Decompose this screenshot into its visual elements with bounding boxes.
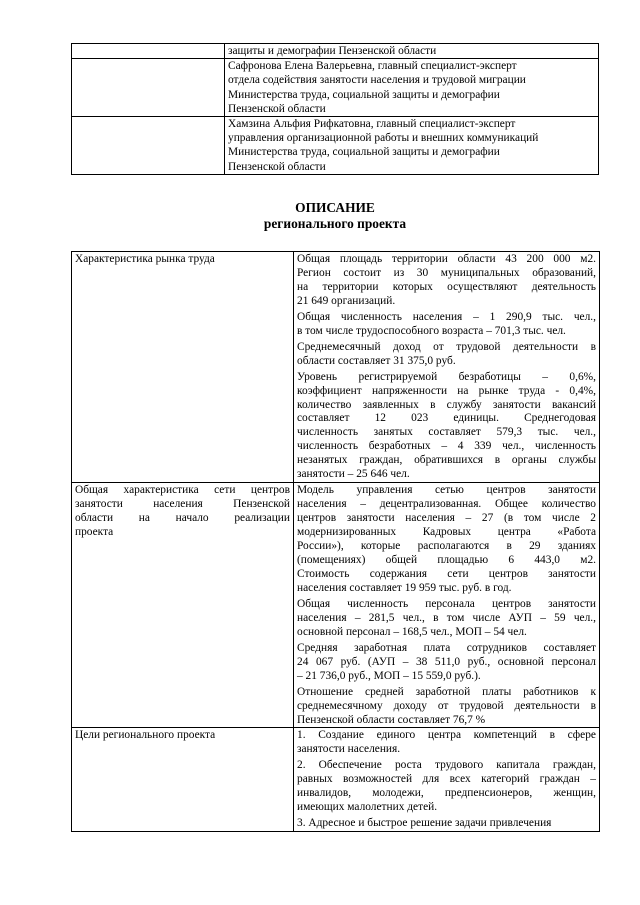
description-text-line: занятости – 25 646 чел. <box>297 468 410 481</box>
approver-row <box>72 59 599 117</box>
approver-text-line: отдела содействия занятости населения и трудовой миграции <box>228 74 526 87</box>
description-paragraph <box>297 311 596 339</box>
description-paragraph <box>297 686 596 728</box>
description-label-line: Цели регионального проекта <box>75 729 216 742</box>
description-text-line: основной персонал – 168,5 чел., МОП – 54 чел. <box>297 625 527 638</box>
description-text-line: 24 067 руб. (АУП – 38 511,0 руб., основной персонал <box>297 655 596 668</box>
approvers-table <box>71 43 599 175</box>
description-paragraph <box>297 642 596 684</box>
approver-row <box>72 117 599 175</box>
description-text-line: – 21 736,0 руб., МОП – 15 559,0 руб.). <box>297 669 481 682</box>
description-text-line: инвалидов, молодежи, предпенсионеров, женщин, <box>297 787 596 800</box>
description-text-line: численность безработных – 4 339 чел., численность <box>297 440 596 453</box>
document-title <box>71 200 599 232</box>
description-paragraph <box>297 484 596 596</box>
description-text-line: в том числе трудоспособного возраста – 701,3 тыс. чел. <box>297 324 566 337</box>
approver-text-line: Пензенской области <box>228 102 326 115</box>
title-subheading: регионального проекта <box>263 216 407 231</box>
description-text-line: населения – децентрализованная. Общее количество <box>297 498 596 511</box>
description-text-line: области составляет 31 375,0 руб. <box>297 354 456 367</box>
description-text-line: Общая площадь территории области 43 200 000 м2. <box>297 253 596 265</box>
description-paragraph <box>297 817 596 831</box>
description-text-line: 21 649 организаций. <box>297 294 396 307</box>
description-row <box>72 728 600 832</box>
description-text-line: Среднемесячный доход от трудовой деятельности в <box>297 340 596 353</box>
description-label-line: занятости населения Пензенской <box>75 498 290 511</box>
description-text-line: центров занятости населения – 27 (в том числе 2 <box>297 512 596 525</box>
description-text-line: составляет 12 023 единицы. Среднегодовая <box>297 412 596 425</box>
description-paragraph <box>297 341 596 369</box>
description-label-cell <box>72 252 294 483</box>
description-text-line: равных возможностей для всех категорий граждан – <box>297 773 596 786</box>
description-text-line: имеющих малолетних детей. <box>297 801 438 814</box>
approver-text-line: Сафронова Елена Валерьевна, главный специалист-эксперт <box>228 60 517 73</box>
description-paragraph <box>297 729 596 757</box>
description-text-line: количество заявленных в службу занятости вакансий <box>297 398 596 411</box>
description-label-line: Общая характеристика сети центров <box>75 484 290 497</box>
description-paragraph <box>297 253 596 309</box>
description-text-line: Средняя заработная плата сотрудников составляет <box>297 641 596 654</box>
description-paragraph <box>297 371 596 483</box>
approver-text-line: Министерства труда, социальной защиты и демографии <box>228 88 500 101</box>
description-text-line: на территории которых осуществляют деятельность <box>297 280 596 293</box>
description-text-line: 2. Обеспечение роста трудового капитала граждан, <box>297 759 596 772</box>
approver-text-cell <box>225 117 599 175</box>
description-text-line: Регион состоит из 30 муниципальных образований, <box>297 266 596 279</box>
description-text-line: коэффициент напряженности на рынке труда - 0,4%, <box>297 384 596 397</box>
description-label-line: области на начало реализации <box>75 512 290 525</box>
description-text-line: России»), которые располагаются в 29 зданиях <box>297 540 596 553</box>
approver-text-line: Хамзина Альфия Рифкатовна, главный специалист-эксперт <box>228 118 516 131</box>
description-value-cell <box>294 728 600 832</box>
description-label-line: Характеристика рынка труда <box>75 253 215 265</box>
approver-text-line: управления организационной работы и внешних коммуникаций <box>228 132 539 145</box>
approver-row <box>72 44 599 59</box>
approver-text-line: Пензенской области <box>228 160 326 173</box>
description-value-cell <box>294 252 600 483</box>
description-label-line: проекта <box>75 526 114 539</box>
description-row <box>72 483 600 728</box>
project-description-table <box>71 251 600 832</box>
description-text-line: 1. Создание единого центра компетенций в сфере <box>297 729 596 742</box>
description-text-line: Уровень регистрируемой безработицы – 0,6%, <box>297 370 596 383</box>
description-row <box>72 252 600 483</box>
approver-text-line: Министерства труда, социальной защиты и демографии <box>228 146 500 159</box>
approver-left-cell <box>72 44 225 59</box>
description-text-line: Модель управления сетью центров занятости <box>297 484 596 497</box>
description-paragraph <box>297 598 596 640</box>
description-value-cell <box>294 483 600 728</box>
description-text-line: среднемесячному доходу от трудовой деятельности в <box>297 699 596 712</box>
description-text-line: (помещениях) общей площадью 6 443,0 м2. <box>297 554 596 567</box>
description-label-cell <box>72 728 294 832</box>
description-text-line: населения – 281,5 чел., в том числе АУП – 59 чел., <box>297 611 596 624</box>
approver-text-line: защиты и демографии Пензенской области <box>228 45 437 57</box>
description-text-line: населения составляет 19 959 тыс. руб. в год. <box>297 581 512 594</box>
description-text-line: Общая численность персонала центров занятости <box>297 597 596 610</box>
description-label-cell <box>72 483 294 728</box>
description-text-line: модернизированных Кадровых центра «Работа <box>297 526 596 539</box>
title-heading: ОПИСАНИЕ <box>295 200 375 215</box>
description-text-line: Отношение средней заработной платы работников к <box>297 685 596 698</box>
approver-text-cell <box>225 59 599 117</box>
description-text-line: занятости населения. <box>297 743 401 756</box>
description-paragraph <box>297 759 596 815</box>
description-text-line: незанятых граждан, обратившихся в органы службы <box>297 454 596 467</box>
description-text-line: Пензенской области составляет 76,7 % <box>297 713 486 726</box>
description-text-line: численность занятых составляет 579,3 тыс. чел., <box>297 426 596 439</box>
description-text-line: 3. Адресное и быстрое решение задачи привлечения <box>297 817 552 830</box>
description-text-line: Стоимость содержания сети центров занятости <box>297 567 596 580</box>
approver-left-cell <box>72 117 225 175</box>
approver-left-cell <box>72 59 225 117</box>
description-text-line: Общая численность населения – 1 290,9 тыс. чел., <box>297 310 596 323</box>
approver-text-cell <box>225 44 599 59</box>
